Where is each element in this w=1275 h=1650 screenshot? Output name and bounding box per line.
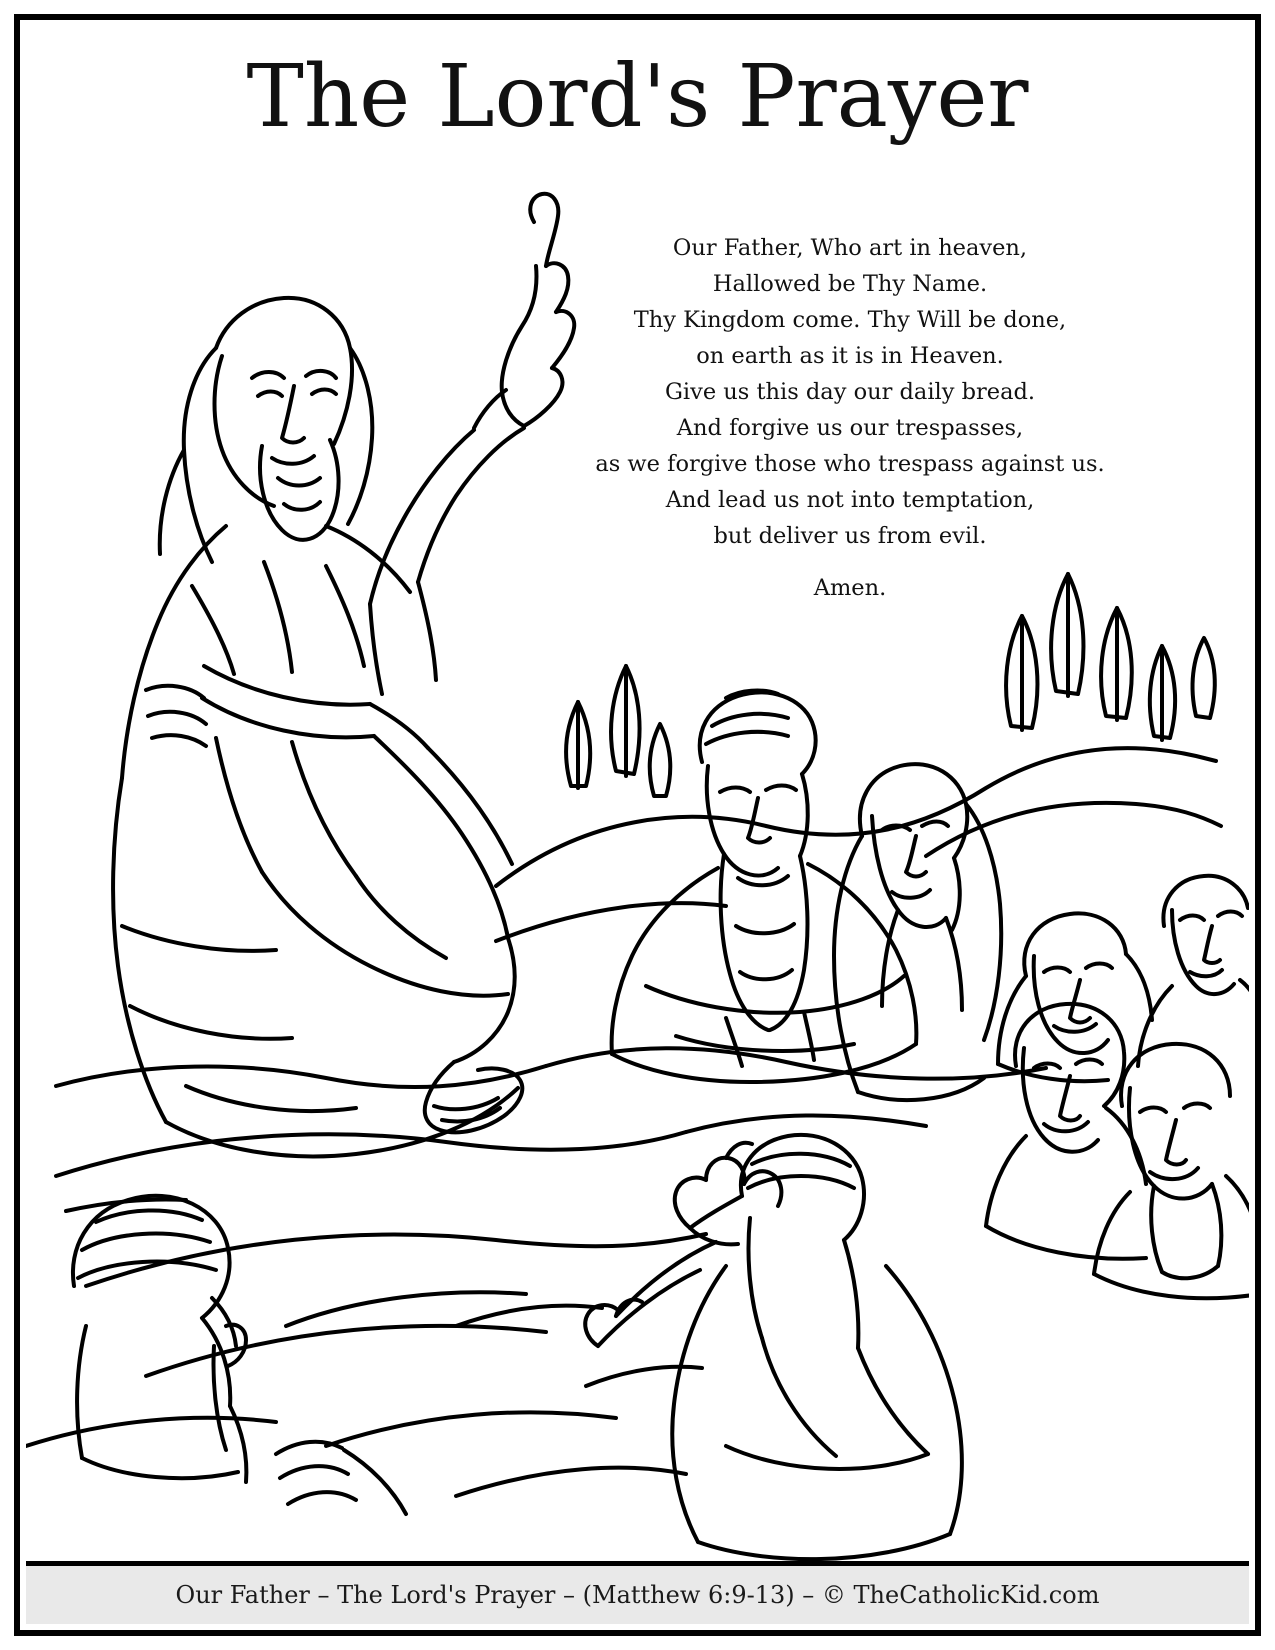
footer-bar	[26, 1561, 1249, 1624]
prayer-line: as we forgive those who trespass against us.	[595, 451, 1105, 477]
prayer-line: And forgive us our trespasses,	[676, 415, 1024, 441]
prayer-line: Thy Kingdom come. Thy Will be done,	[633, 307, 1067, 333]
jesus-figure	[113, 194, 574, 1157]
foreground-rocks	[26, 1306, 702, 1446]
page-title: The Lord's Prayer	[246, 47, 1029, 147]
veiled-woman	[834, 764, 1001, 1100]
kneeling-man-with-turban	[73, 1196, 246, 1482]
page-border-frame	[14, 14, 1261, 1636]
bearded-man-with-turban	[612, 691, 917, 1082]
prayer-line: on earth as it is in Heaven.	[696, 343, 1004, 369]
praying-figure	[276, 1135, 962, 1559]
prayer-line: Give us this day our daily bread.	[664, 379, 1036, 405]
prayer-text	[580, 230, 1120, 606]
prayer-amen: Amen.	[813, 575, 887, 601]
ground-rocks	[56, 1048, 1046, 1496]
prayer-line: Hallowed be Thy Name.	[712, 271, 988, 297]
cypress-trees	[566, 574, 1215, 796]
prayer-line: but deliver us from evil.	[713, 523, 987, 549]
prayer-line: Our Father, Who art in heaven,	[672, 235, 1028, 261]
prayer-line: And lead us not into temptation,	[665, 487, 1035, 513]
footer-credit: Our Father – The Lord's Prayer – (Matthew 6:9-13) – © TheCatholicKid.com	[175, 1581, 1100, 1609]
crowd-of-listeners	[986, 876, 1249, 1298]
page-canvas	[20, 20, 1255, 1630]
